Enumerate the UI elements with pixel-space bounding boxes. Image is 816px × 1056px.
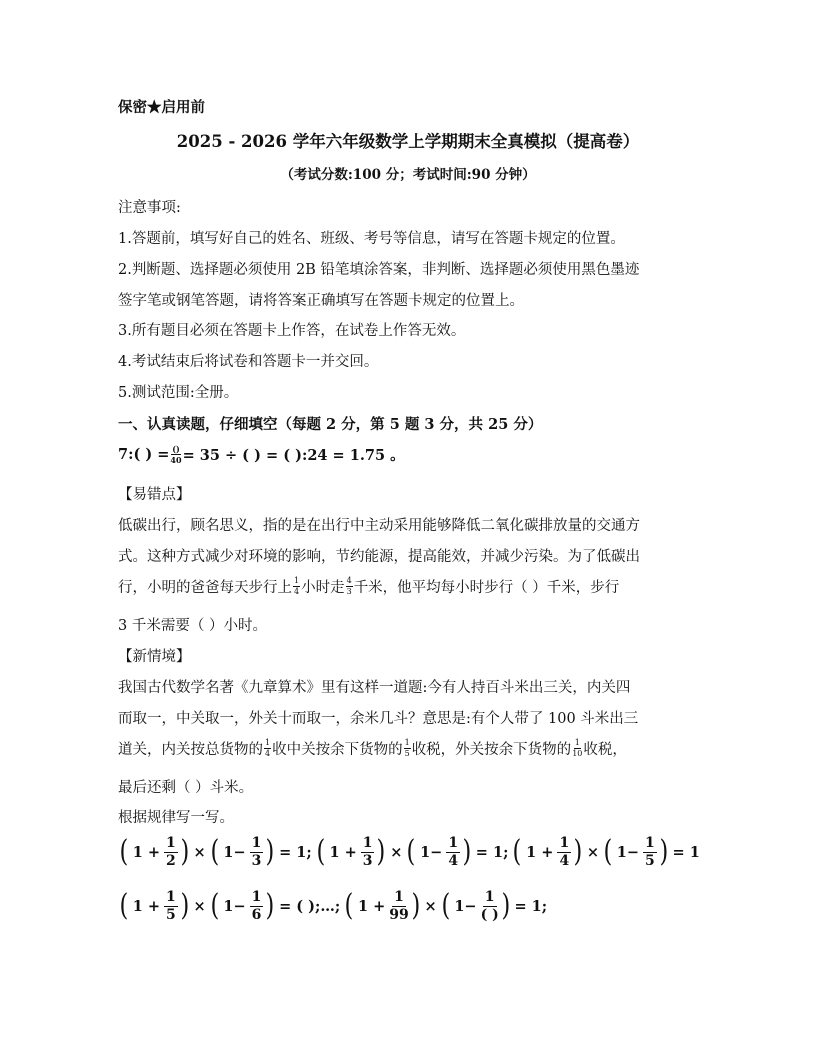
fraction: $\frac{1}{10}$ xyxy=(572,738,583,758)
q1-part-b: = 35 ÷ ( ) = ( ):24 = 1.75 。 xyxy=(182,447,405,464)
q3-line: 道关，内关按总货物的 $\frac{1}{4}$ 收中关按余下货物的 $\frac{1}{5}$ 收税，外关按余下货物的 $\frac{1}{10}$ 收税， xyxy=(118,738,627,758)
q2-line: 低碳出行，顾名思义，指的是在出行中主动采用能够降低二氧化碳排放量的交通方 xyxy=(118,518,640,534)
tag-new-context: 【新情境】 xyxy=(118,649,191,665)
pattern-equation-row-2: ( 1 + $\frac{1}{5}$ ) × ( 1− $\frac{1}{6}$ ) = ( );…; ( 1 + $\frac{1}{99}$ ) × ( 1− 1 ( ) ) = 1; xyxy=(119,888,548,924)
question-1 xyxy=(118,444,405,465)
q1-part-a: 7:( ) = xyxy=(118,446,170,463)
note-item: 2.判断题、选择题必须使用 2B 铅笔填涂答案，非判断、选择题必须使用黑色墨迹 xyxy=(118,262,640,278)
note-item: 1.答题前，填写好自己的姓名、班级、考号等信息，请写在答题卡规定的位置。 xyxy=(118,231,625,247)
tag-error-prone: 【易错点】 xyxy=(118,487,191,503)
fraction: $\frac{1}{4}$ xyxy=(294,576,300,596)
note-item: 3.所有题目必须在答题卡上作答，在试卷上作答无效。 xyxy=(118,323,466,339)
fraction: $\frac{1}{4}$ xyxy=(265,738,271,758)
fraction: $\frac{4}{3}$ xyxy=(346,576,352,596)
exam-subtitle: （考试分数:100 分；考试时间:90 分钟） xyxy=(280,167,536,183)
note-item: 4.考试结束后将试卷和答题卡一并交回。 xyxy=(118,354,379,370)
q1-fraction: $\frac{()}{40}$ xyxy=(170,444,182,465)
confidential-label: 保密★启用前 xyxy=(118,99,205,116)
note-item: 5.测试范围:全册。 xyxy=(118,385,239,401)
exam-title: 2025 - 2026 学年六年级数学上学期期末全真模拟（提高卷） xyxy=(176,132,640,151)
q2-line: 3 千米需要（ ）小时。 xyxy=(118,618,267,634)
pattern-equation-row-1: ( 1 + $\frac{1}{2}$ ) × ( 1− $\frac{1}{3}$ ) = 1; ( 1 + $\frac{1}{3}$ ) × ( 1− $\frac{1}{4}$ ) = 1; ( 1 + $\frac{1}{4}$ ) × ( 1− $\frac{1}{5}$ ) = 1 xyxy=(119,834,700,870)
q2-line: 式。这种方式减少对环境的影响，节约能源，提高能效，并减少污染。为了低碳出 xyxy=(118,549,640,565)
note-item: 签字笔或钢笔答题，请将答案正确填写在答题卡规定的位置上。 xyxy=(118,293,524,309)
q2-line: 行，小明的爸爸每天步行上 $\frac{1}{4}$ 小时走 $\frac{4}{3}$ 千米，他平均每小时步行（ ）千米，步行 xyxy=(118,576,620,596)
section-heading: 一、认真读题，仔细填空（每题 2 分，第 5 题 3 分，共 25 分） xyxy=(118,416,543,433)
q3-line: 我国古代数学名著《九章算术》里有这样一道题:今有人持百斗米出三关，内关四 xyxy=(118,680,631,696)
fraction: $\frac{1}{5}$ xyxy=(404,738,410,758)
q3-line: 最后还剩（ ）斗米。 xyxy=(118,780,254,796)
q3-line: 而取一，中关取一，外关十而取一，余米几斗？意思是:有个人带了 100 斗米出三 xyxy=(118,711,639,727)
notes-heading: 注意事项: xyxy=(118,200,181,216)
q4-intro: 根据规律写一写。 xyxy=(118,810,234,826)
